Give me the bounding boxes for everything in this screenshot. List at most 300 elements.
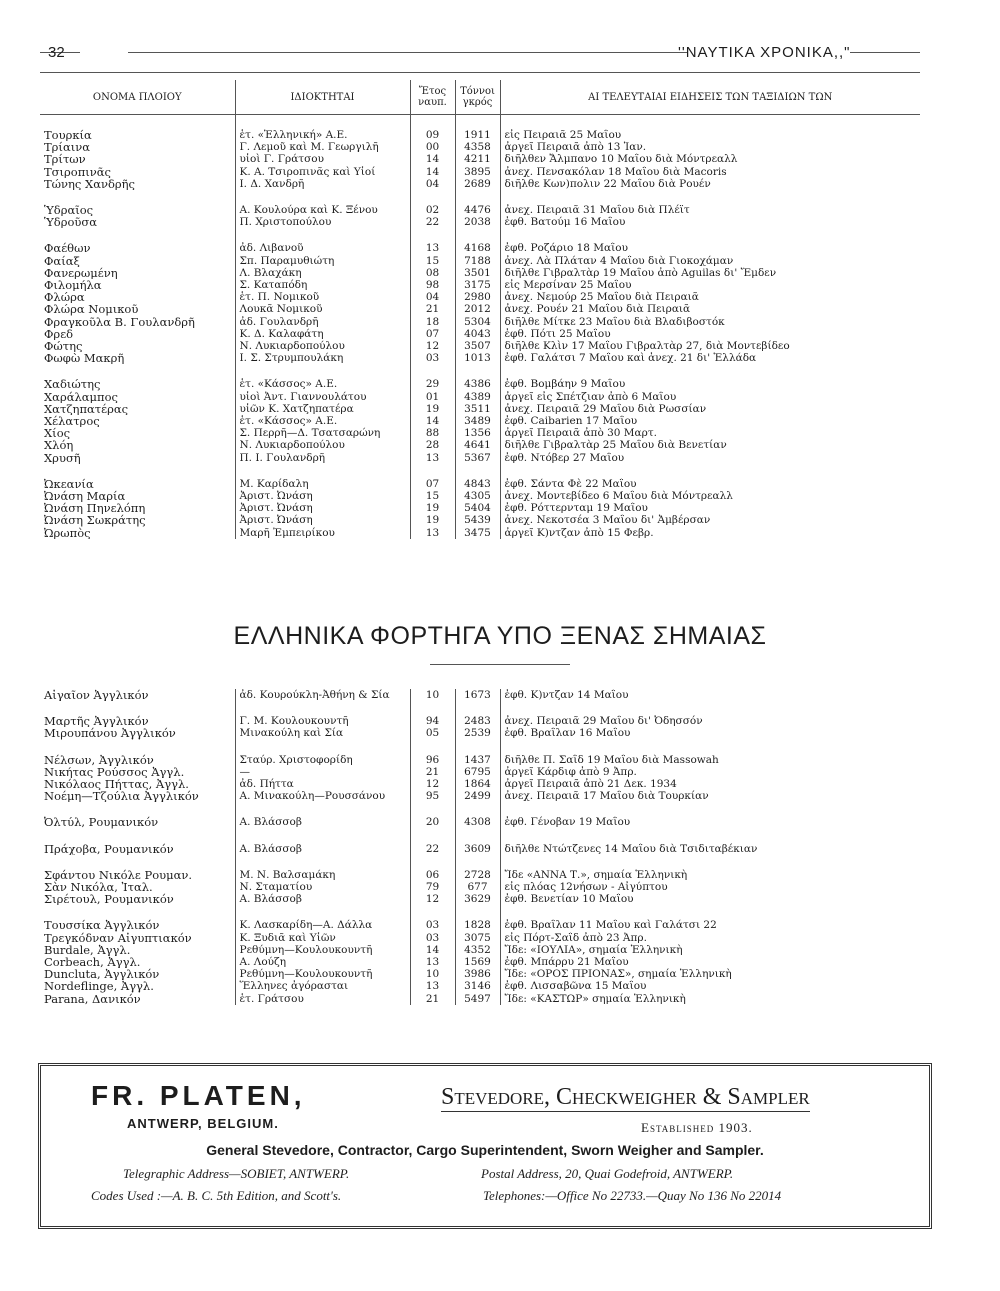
section-title: ΕΛΛΗΝΙΚΑ ΦΟΡΤΗΓΑ ΥΠΟ ΞΕΝΑΣ ΣΗΜΑΙΑΣ — [233, 622, 767, 650]
year-built: 02 — [410, 204, 455, 216]
owner: Ι. Δ. Χανδρῆ — [235, 178, 410, 190]
tonnage: 4352 — [455, 944, 500, 956]
latest-news: ἀργεῖ Πειραιᾶ ἀπὸ 30 Μαρτ. — [500, 427, 920, 439]
group-spacer — [40, 855, 920, 869]
year-built: 12 — [410, 893, 455, 905]
greek-ships-table — [40, 80, 920, 539]
latest-news: ἀργεῖ Κ)ντζαν ἀπὸ 15 Φεβρ. — [500, 527, 920, 539]
header-bottom-rule — [40, 72, 920, 73]
ship-name: Ὠνάση Πηνελόπη — [44, 502, 146, 515]
year-built: 13 — [410, 452, 455, 464]
ship-name: Φιλομήλα — [44, 279, 102, 292]
year-built: 09 — [410, 129, 455, 141]
ship-name: Ὠκεανία — [44, 477, 94, 491]
table-row — [40, 178, 920, 190]
latest-news: ἀνεχ. Νεκοτσέα 3 Μαΐου δι' Ἀμβέρσαν — [500, 514, 920, 526]
year-built: 03 — [410, 932, 455, 944]
tonnage: 3489 — [455, 415, 500, 427]
owner: Σταύρ. Χριστοφορίδη — [235, 754, 410, 766]
owner: Ν. Σταματίου — [235, 881, 410, 893]
tonnage: 5404 — [455, 502, 500, 514]
owner: ἀδ. Πήττα — [235, 778, 410, 790]
year-built: 14 — [410, 944, 455, 956]
latest-news: ἐφθ. Βατούμ 16 Μαΐου — [500, 216, 920, 228]
latest-news: ἀνεχ. Ρουέν 21 Μαΐου διὰ Πειραιᾶ — [500, 303, 920, 315]
latest-news: ἀνεχ. Πειραιᾶ 29 Μαΐου δι' Ὀδησσόν — [500, 715, 920, 727]
table-row — [40, 427, 920, 439]
table-row — [40, 267, 920, 279]
latest-news: διῆλθε Π. Σαΐδ 19 Μαΐου διὰ Massowah — [500, 754, 920, 766]
latest-news: εἰς Πόρτ-Σαΐδ ἀπὸ 23 Ἀπρ. — [500, 932, 920, 944]
group-spacer — [40, 228, 920, 242]
ship-name: Χαράλαμπος — [44, 390, 118, 403]
owner: υἱῶν Κ. Χατζηπατέρα — [235, 403, 410, 415]
group-spacer — [40, 740, 920, 754]
col-header-tons: Τόννοι γκρός — [455, 80, 500, 115]
latest-news: διῆλθε Ντώτζενες 14 Μαΐου διὰ Τσιδιταβέκιαν — [500, 843, 920, 855]
advert-telegraphic: Telegraphic Address—SOBIET, ANTWERP. — [123, 1166, 350, 1181]
table-row — [40, 502, 920, 514]
table-row — [40, 778, 920, 790]
ship-name: Σιρέτουλ, Ρουμανικόν — [44, 893, 174, 906]
table-row — [40, 439, 920, 451]
ship-name: Burdale, Ἀγγλ. — [44, 943, 131, 957]
ship-name: Μαρτῆς Ἀγγλικόν — [44, 715, 149, 728]
table-row — [40, 378, 920, 390]
tonnage: 3895 — [455, 166, 500, 178]
owner: Ἀριστ. Ὠνάση — [235, 502, 410, 514]
latest-news: διῆλθε Γιβραλτὰρ 25 Μαΐου διὰ Βενετίαν — [500, 439, 920, 451]
owner: — — [235, 766, 410, 778]
year-built: 07 — [410, 478, 455, 490]
tonnage: 1673 — [455, 689, 500, 701]
tonnage: 2980 — [455, 291, 500, 303]
owner: Κ. Ξυδιᾶ καὶ Υἱῶν — [235, 932, 410, 944]
year-built: 04 — [410, 291, 455, 303]
advert-brand: FR. PLATEN, — [91, 1080, 306, 1111]
advert-established: Established 1903. — [641, 1120, 753, 1135]
latest-news: ἐφθ. Βενετίαν 10 Μαΐου — [500, 893, 920, 905]
owner: Α. Βλάσσοβ — [235, 816, 410, 828]
owner: Σ. Καταπόδη — [235, 279, 410, 291]
ship-name: Νικήτας Ρούσσος Ἀγγλ. — [44, 765, 185, 779]
latest-news: ἐφθ. Μπάρρυ 21 Μαΐου — [500, 956, 920, 968]
header-rule-right — [850, 52, 920, 53]
latest-news: εἰς Πειραιᾶ 25 Μαΐου — [500, 129, 920, 141]
foreign-flag-ships-table — [40, 689, 920, 1005]
ship-name: Φρεδ — [44, 327, 74, 341]
ship-name: Φαέθων — [44, 242, 91, 255]
year-built: 94 — [410, 715, 455, 727]
latest-news: ἐφθ. Λισσαβῶνα 15 Μαΐου — [500, 980, 920, 992]
ship-name: Χρυσῆ — [44, 451, 81, 464]
owner: Ἀριστ. Ὠνάση — [235, 490, 410, 502]
year-built: 20 — [410, 816, 455, 828]
year-built: 05 — [410, 727, 455, 739]
table-row — [40, 255, 920, 267]
tonnage: 5439 — [455, 514, 500, 526]
ship-name: Νοέμη—Τζούλια Ἀγγλικόν — [44, 790, 199, 803]
year-built: 01 — [410, 391, 455, 403]
owner: ἑτ. «Κάσσος» Α.Ε. — [235, 378, 410, 390]
year-built: 15 — [410, 255, 455, 267]
owner: ἀδ. Γουλανδρῆ — [235, 316, 410, 328]
owner: Κ. Α. Τσιροπινᾶς καὶ Υἱοί — [235, 166, 410, 178]
ship-name: Μιρουπάνου Ἀγγλικόν — [44, 727, 176, 740]
year-built: 13 — [410, 527, 455, 539]
year-built: 03 — [410, 352, 455, 364]
tonnage: 1013 — [455, 352, 500, 364]
ship-name: Ὑδροῦσα — [44, 216, 97, 229]
table-row — [40, 843, 920, 855]
year-built: 12 — [410, 778, 455, 790]
tonnage: 2012 — [455, 303, 500, 315]
latest-news: ἐφθ. Σάντα Φὲ 22 Μαΐου — [500, 478, 920, 490]
latest-news: ἀργεῖ Πειραιᾶ ἀπὸ 13 Ἰαν. — [500, 141, 920, 153]
tonnage: 5497 — [455, 993, 500, 1005]
tonnage: 677 — [455, 881, 500, 893]
owner: ἑτ. «Ἑλληνική» Α.Ε. — [235, 129, 410, 141]
latest-news: ἀργεῖ εἰς Σπέτζιαν ἀπὸ 6 Μαΐου — [500, 391, 920, 403]
table-row — [40, 452, 920, 464]
latest-news: εἰς πλόας 12νήσων - Αἰγύπτου — [500, 881, 920, 893]
year-built: 88 — [410, 427, 455, 439]
owner: ἑτ. Π. Νομικοῦ — [235, 291, 410, 303]
latest-news: ἐφθ. Γαλάτσι 7 Μαΐου καὶ ἀνεχ. 21 δι' Ἑλλάδα — [500, 352, 920, 364]
tonnage: 7188 — [455, 255, 500, 267]
ship-name: Τρίαινα — [44, 141, 90, 154]
owner: Ἀριστ. Ὠνάση — [235, 514, 410, 526]
latest-news: ἐφθ. Βραΐλαν 11 Μαΐου καὶ Γαλάτσι 22 — [500, 919, 920, 931]
ship-name: Τουσσίκα Ἀγγλικόν — [44, 919, 160, 932]
ship-name: Φαίαξ — [44, 254, 80, 267]
tonnage: 3175 — [455, 279, 500, 291]
tonnage: 3475 — [455, 527, 500, 539]
year-built: 08 — [410, 267, 455, 279]
ship-name: Τώνης Χανδρῆς — [44, 177, 135, 191]
year-built: 14 — [410, 415, 455, 427]
table-row — [40, 166, 920, 178]
owner: Ρεθύμνη—Κουλουκουντῆ — [235, 944, 410, 956]
tonnage: 5367 — [455, 452, 500, 464]
year-built: 13 — [410, 242, 455, 254]
table-row — [40, 527, 920, 539]
year-built: 98 — [410, 279, 455, 291]
table-row — [40, 216, 920, 228]
year-built: 19 — [410, 502, 455, 514]
latest-news: ἐφθ. Ρόττερνταμ 19 Μαΐου — [500, 502, 920, 514]
group-spacer — [40, 701, 920, 715]
table-row — [40, 881, 920, 893]
owner: υἱοὶ Ἀντ. Γιαννουλάτου — [235, 391, 410, 403]
tonnage: 1437 — [455, 754, 500, 766]
year-built: 79 — [410, 881, 455, 893]
table-row — [40, 754, 920, 766]
ship-name: Ὠρωπὸς — [44, 526, 91, 539]
owner: ἀδ. Κουρούκλη-Ἀθήνη & Σία — [235, 689, 410, 701]
year-built: 13 — [410, 956, 455, 968]
year-built: 14 — [410, 166, 455, 178]
tonnage: 3507 — [455, 340, 500, 352]
owner: Α. Λούζη — [235, 956, 410, 968]
table-row — [40, 340, 920, 352]
table-row — [40, 316, 920, 328]
latest-news: διῆλθε Κλὶν 17 Μαΐου Γιβραλτὰρ 27, διὰ Μοντεβίδεο — [500, 340, 920, 352]
table-row — [40, 415, 920, 427]
owner: Μινακούλη καὶ Σία — [235, 727, 410, 739]
tonnage: 4386 — [455, 378, 500, 390]
owner: Π. Χριστοπούλου — [235, 216, 410, 228]
ship-name: Duncluta, Ἀγγλικόν — [44, 968, 160, 981]
ship-name: Ὠνάση Σωκράτης — [44, 514, 146, 527]
ship-name: Χατζηπατέρας — [44, 402, 129, 416]
table-row — [40, 391, 920, 403]
table-row — [40, 490, 920, 502]
ship-name: Parana, Δανικόν — [44, 992, 141, 1005]
ship-name: Φώτης — [44, 340, 83, 353]
latest-news: ἀνεχ. Λὰ Πλάταν 4 Μαΐου διὰ Γιοκοχάμαν — [500, 255, 920, 267]
advert-telephones: Telephones:—Office No 22733.—Quay No 136 No 22014 — [483, 1188, 782, 1203]
latest-news: ἀνεχ. Μοντεβίδεο 6 Μαΐου διὰ Μόντρεαλλ — [500, 490, 920, 502]
year-built: 10 — [410, 689, 455, 701]
latest-news: ἐφθ. Ροζάριο 18 Μαΐου — [500, 242, 920, 254]
owner: Ν. Λυκιαρδοπούλου — [235, 340, 410, 352]
col-header-owner: ΙΔΙΟΚΤΗΤΑΙ — [235, 80, 410, 115]
latest-news: ἐφθ. Βραΐλαν 16 Μαΐου — [500, 727, 920, 739]
group-spacer — [40, 115, 920, 130]
latest-news: ἀνεχ. Νεμούρ 25 Μαΐου διὰ Πειραιᾶ — [500, 291, 920, 303]
ship-name: Φωφὼ Μακρῆ — [44, 352, 125, 365]
ship-name: Corbeach, Ἀγγλ. — [44, 956, 141, 969]
ship-name: Νικόλαος Πήττας, Ἀγγλ. — [44, 778, 189, 791]
table-row — [40, 790, 920, 802]
table-row — [40, 715, 920, 727]
year-built: 00 — [410, 141, 455, 153]
year-built: 07 — [410, 328, 455, 340]
advert-services: General Stevedore, Contractor, Cargo Superintendent, Sworn Weigher and Sampler. — [206, 1142, 764, 1158]
tonnage: 3075 — [455, 932, 500, 944]
year-built: 29 — [410, 378, 455, 390]
owner: Γ. Μ. Κουλουκουντῆ — [235, 715, 410, 727]
year-built: 22 — [410, 216, 455, 228]
tonnage: 6795 — [455, 766, 500, 778]
owner: ἑτ. «Κάσσος» Α.Ε. — [235, 415, 410, 427]
ship-name: Ὀλτύλ, Ρουμανικόν — [44, 816, 159, 829]
group-spacer — [40, 802, 920, 816]
tonnage: 4389 — [455, 391, 500, 403]
journal-title: ''ΝΑΥΤΙΚΑ ΧΡΟΝΙΚΑ,," — [678, 44, 851, 61]
year-built: 10 — [410, 968, 455, 980]
latest-news: ἐφθ. Ντόβερ 27 Μαΐου — [500, 452, 920, 464]
ship-name: Χλόη — [44, 439, 74, 452]
ship-name: Φραγκοῦλα Β. Γουλανδρῆ — [44, 315, 195, 328]
table-row — [40, 153, 920, 165]
table-row — [40, 869, 920, 881]
year-built: 19 — [410, 514, 455, 526]
owner: Λ. Βλαχάκη — [235, 267, 410, 279]
latest-news: ἐφθ. Κ)ντζαν 14 Μαΐου — [500, 689, 920, 701]
owner: Α. Μινακούλη—Ρουσσάνου — [235, 790, 410, 802]
tonnage: 4211 — [455, 153, 500, 165]
year-built: 21 — [410, 303, 455, 315]
ship-name: Χέλατρος — [44, 415, 100, 428]
group-spacer — [40, 829, 920, 843]
ship-name: Ὑδραῖος — [44, 204, 94, 217]
header-rule-middle — [128, 52, 688, 53]
year-built: 96 — [410, 754, 455, 766]
year-built: 21 — [410, 993, 455, 1005]
latest-news: εἰς Μερσίναν 25 Μαΐου — [500, 279, 920, 291]
owner: Ν. Λυκιαρδοπούλου — [235, 439, 410, 451]
latest-news: ἐφθ. Caibarien 17 Μαΐου — [500, 415, 920, 427]
tonnage: 2539 — [455, 727, 500, 739]
year-built: 21 — [410, 766, 455, 778]
latest-news: ἀργεῖ Κάρδιφ ἀπὸ 9 Ἀπρ. — [500, 766, 920, 778]
year-built: 14 — [410, 153, 455, 165]
owner: Μαρῆ Ἐμπειρίκου — [235, 527, 410, 539]
group-spacer — [40, 905, 920, 919]
table-row — [40, 514, 920, 526]
tonnage: 1828 — [455, 919, 500, 931]
col-header-year: Ἔτος ναυπ. — [410, 80, 455, 115]
latest-news: Ἴδε: «ΚΑΣΤΩΡ» σημαία Ἑλληνικὴ — [500, 993, 920, 1005]
tonnage: 4043 — [455, 328, 500, 340]
group-spacer — [40, 464, 920, 478]
table-row — [40, 352, 920, 364]
owner: Σ. Περρῆ—Δ. Τσατσαρώνη — [235, 427, 410, 439]
ship-name: Nordeflinge, Ἀγγλ. — [44, 980, 154, 993]
latest-news: ἐφθ. Πότι 25 Μαΐου — [500, 328, 920, 340]
owner: Α. Βλάσσοβ — [235, 843, 410, 855]
owner: Κ. Δ. Καλαφάτη — [235, 328, 410, 340]
latest-news: διῆλθε Γιβραλτὰρ 19 Μαΐου ἀπὸ Aguilas δι' Ἔμδεν — [500, 267, 920, 279]
latest-news: ἐφθ. Βομβάην 9 Μαΐου — [500, 378, 920, 390]
owner: Γ. Λεμοῦ καὶ Μ. Γεωργιλῆ — [235, 141, 410, 153]
tonnage: 4358 — [455, 141, 500, 153]
ship-name: Φλώρα — [44, 291, 85, 304]
tonnage: 3501 — [455, 267, 500, 279]
tonnage: 2038 — [455, 216, 500, 228]
advert-title: Stevedore, Checkweigher & Sampler — [441, 1084, 810, 1110]
owner: ἑτ. Γράτσου — [235, 993, 410, 1005]
year-built: 28 — [410, 439, 455, 451]
owner: ἀδ. Λιβανοῦ — [235, 242, 410, 254]
tonnage: 3986 — [455, 968, 500, 980]
ship-name: Χαδιώτης — [44, 378, 101, 391]
ship-name: Φλώρα Νομικοῦ — [44, 303, 139, 316]
tonnage: 3609 — [455, 843, 500, 855]
table-row — [40, 403, 920, 415]
owner: υἱοὶ Γ. Γράτσου — [235, 153, 410, 165]
advert-city: ANTWERP, BELGIUM. — [127, 1116, 279, 1131]
ship-name: Πράχοβα, Ρουμανικόν — [44, 842, 174, 855]
year-built: 22 — [410, 843, 455, 855]
page-number: 32 — [48, 44, 65, 61]
owner: Κ. Λασκαρίδη—Α. Δάλλα — [235, 919, 410, 931]
tonnage: 4168 — [455, 242, 500, 254]
tonnage: 1356 — [455, 427, 500, 439]
table-row — [40, 932, 920, 944]
table-row — [40, 944, 920, 956]
year-built: 95 — [410, 790, 455, 802]
tonnage: 4641 — [455, 439, 500, 451]
tonnage: 2689 — [455, 178, 500, 190]
tonnage: 3511 — [455, 403, 500, 415]
foreign-flag-ships-body — [40, 689, 920, 1005]
ship-name: Ὠνάση Μαρία — [44, 490, 126, 503]
table-row — [40, 129, 920, 141]
latest-news: ἀνεχ. Πειραιᾶ 31 Μαΐου διὰ Πλέϊτ — [500, 204, 920, 216]
year-built: 04 — [410, 178, 455, 190]
ship-name: Χίος — [44, 427, 71, 440]
year-built: 03 — [410, 919, 455, 931]
year-built: 18 — [410, 316, 455, 328]
latest-news: Ἴδε: «ΟΡΟΣ ΠΡΙΟΝΑΣ», σημαία Ἑλληνικὴ — [500, 968, 920, 980]
table-row — [40, 919, 920, 931]
table-row — [40, 478, 920, 490]
table-row — [40, 766, 920, 778]
group-spacer — [40, 190, 920, 204]
owner: Ι. Σ. Στρυμπουλάκη — [235, 352, 410, 364]
owner: Α. Κουλούρα καὶ Κ. Ξένου — [235, 204, 410, 216]
ship-name: Αἰγαῖον Ἀγγλικόν — [44, 689, 149, 702]
ship-name: Τουρκία — [44, 129, 92, 142]
col-header-news: ΑΙ ΤΕΛΕΥΤΑΙΑΙ ΕΙΔΗΣΕΙΣ ΤΩΝ ΤΑΞΙΔΙΩΝ ΤΩΝ — [500, 80, 920, 115]
table-header-row — [40, 80, 920, 115]
owner: Μ. Καρίδαλη — [235, 478, 410, 490]
advertisement-box — [38, 1063, 932, 1229]
owner: Π. Ι. Γουλανδρῆ — [235, 452, 410, 464]
table-row — [40, 291, 920, 303]
tonnage: 2728 — [455, 869, 500, 881]
ship-name: Νέλσων, Ἀγγλικόν — [44, 753, 154, 766]
latest-news: ἀνεχ. Πειραιᾶ 29 Μαΐου διὰ Ρωσσίαν — [500, 403, 920, 415]
latest-news: ἀνεχ. Πενσακόλαν 18 Μαΐου διὰ Macoris — [500, 166, 920, 178]
tonnage: 3629 — [455, 893, 500, 905]
latest-news: Ἴδε «ΑΝΝΑ Τ.», σημαία Ἑλληνικὴ — [500, 869, 920, 881]
table-row — [40, 816, 920, 828]
tonnage: 5304 — [455, 316, 500, 328]
tonnage: 2483 — [455, 715, 500, 727]
owner: Ἕλληνες ἀγόρασται — [235, 980, 410, 992]
greek-ships-body — [40, 115, 920, 539]
group-spacer — [40, 364, 920, 378]
year-built: 06 — [410, 869, 455, 881]
table-row — [40, 727, 920, 739]
section-title-rule — [430, 664, 570, 665]
owner: Λουκᾶ Νομικοῦ — [235, 303, 410, 315]
table-row — [40, 303, 920, 315]
table-row — [40, 204, 920, 216]
latest-news: ἀργεῖ Πειραιᾶ ἀπὸ 21 Δεκ. 1934 — [500, 778, 920, 790]
tonnage: 4305 — [455, 490, 500, 502]
tonnage: 4476 — [455, 204, 500, 216]
advert-codes: Codes Used :—A. B. C. 5th Edition, and Scott's. — [91, 1188, 342, 1203]
year-built: 15 — [410, 490, 455, 502]
table-row — [40, 328, 920, 340]
table-row — [40, 993, 920, 1005]
tonnage: 1911 — [455, 129, 500, 141]
tonnage: 4843 — [455, 478, 500, 490]
table-row — [40, 980, 920, 992]
ship-name: Σφάντου Νικόλε Ρουμαν. — [44, 868, 192, 882]
latest-news: Ἴδε: «ΙΟΥΛΙΑ», σημαία Ἑλληνικὴ — [500, 944, 920, 956]
owner: Α. Βλάσσοβ — [235, 893, 410, 905]
latest-news: διῆλθε Μίτκε 23 Μαΐου διὰ Βλαδιβοστόκ — [500, 316, 920, 328]
table-row — [40, 689, 920, 701]
owner: Σπ. Παραμυθιώτη — [235, 255, 410, 267]
owner: Ρεθύμνη—Κουλουκουντῆ — [235, 968, 410, 980]
